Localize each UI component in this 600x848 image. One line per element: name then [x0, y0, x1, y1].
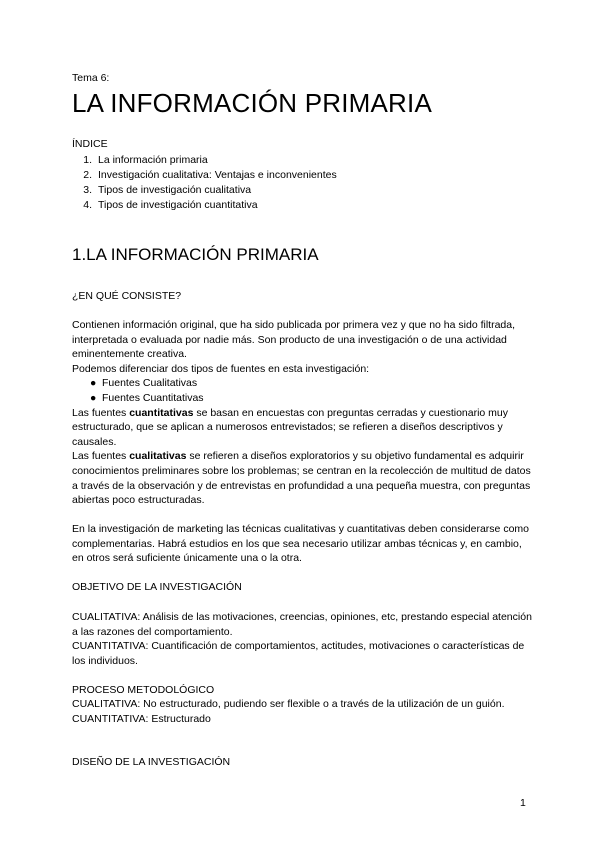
- index-item: 2. Investigación cualitativa: Ventajas e inconvenientes: [83, 169, 337, 181]
- paragraph: CUANTITATIVA: Cuantificación de comportamientos, actitudes, motivaciones o características de los individuos.: [72, 640, 525, 667]
- proceso-body: [72, 697, 534, 726]
- objetivo-body: [72, 610, 534, 668]
- page-title: LA INFORMACIÓN PRIMARIA: [72, 88, 432, 118]
- proceso-heading: PROCESO METODOLÓGICO: [72, 684, 215, 696]
- paragraph: CUALITATIVA: Análisis de las motivaciones, creencias, opiniones, etc, prestando especial atención a las razones del comportamiento.: [72, 611, 532, 638]
- index-item: 4. Tipos de investigación cuantitativa: [83, 199, 258, 211]
- section-heading: 1.LA INFORMACIÓN PRIMARIA: [72, 245, 319, 264]
- objetivo-heading: OBJETIVO DE LA INVESTIGACIÓN: [72, 581, 242, 593]
- paragraph: Las fuentes cualitativas se refieren a diseños exploratorios y su objetivo fundamental es adquirir conocimientos preliminares sobre los problemas; se centran en la recolección de multitud de datos a través de la observación y de entrevistas en profundidad a una pequeña muestra, con preguntas abiertas poco estructuradas.: [72, 450, 531, 507]
- index-list: [72, 153, 337, 213]
- subheading-consiste: ¿EN QUÉ CONSISTE?: [72, 290, 182, 302]
- bullet-list: [72, 376, 534, 405]
- paragraph: Las fuentes cuantitativas se basan en encuestas con preguntas cerradas y cuestionario muy estructurado, que se aplican a numerosos entrevistados; se refieren a diseños descriptivos y causales.: [72, 406, 509, 448]
- bullet-item: ● Fuentes Cuantitativas: [90, 391, 204, 404]
- paragraph: En la investigación de marketing las técnicas cualitativas y cuantitativas deben considerarse como complementarias. Habrá estudios en los que sea necesario utilizar ambas técnicas y, en cambio, en otros será suficiente únicamente una o la otra.: [72, 523, 529, 565]
- paragraph: Podemos diferenciar dos tipos de fuentes en esta investigación:: [72, 362, 370, 375]
- index-heading: ÍNDICE: [72, 138, 108, 150]
- bullet-item: ● Fuentes Cualitativas: [90, 377, 198, 390]
- section-body: [72, 318, 534, 508]
- index-item: 1. La información primaria: [83, 154, 208, 166]
- index-item: 3. Tipos de investigación cualitativa: [83, 184, 252, 196]
- paragraph: Contienen información original, que ha sido publicada por primera vez y que no ha sido filtrada, interpretada o evaluada por nadie más. Son producto de una investigación o de una actividad eminentemente creativa.: [72, 319, 516, 361]
- page-number: 1: [520, 797, 526, 809]
- diseno-heading: DISEÑO DE LA INVESTIGACIÓN: [72, 756, 231, 768]
- topic-label: Tema 6:: [72, 72, 110, 84]
- paragraph: CUALITATIVA: No estructurado, pudiendo ser flexible o a través de la utilización de un guión.: [72, 698, 505, 710]
- paragraph: CUANTITATIVA: Estructurado: [72, 712, 211, 725]
